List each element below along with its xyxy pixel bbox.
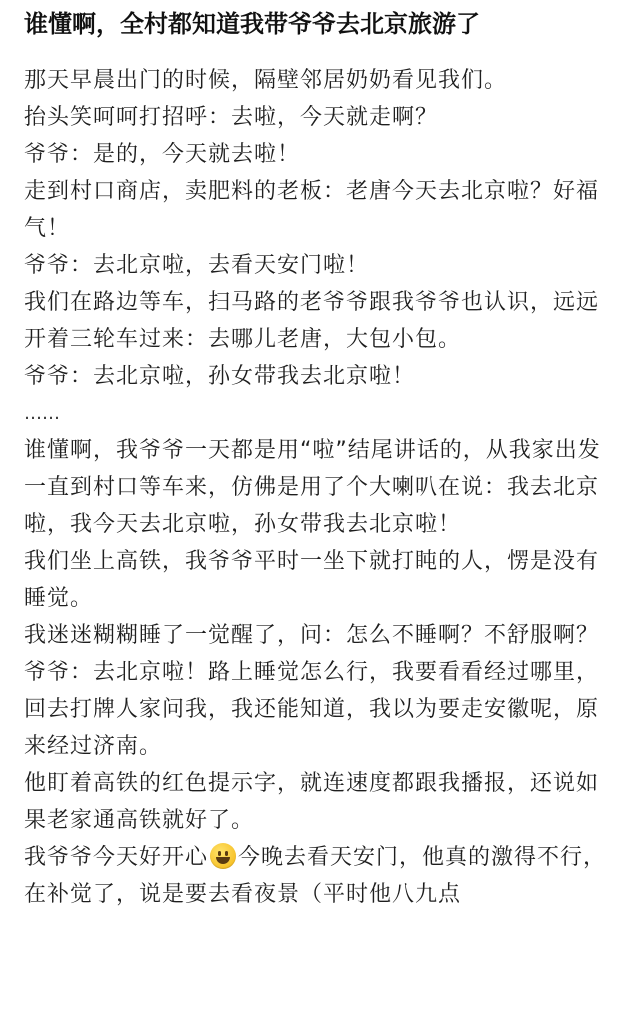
paragraph-14-end: 今晚去看天安门，他真的激得不行，在补觉了，说是要去看夜景（平时他八九点	[24, 845, 607, 907]
paragraph-3: 爷爷：是的，今天就去啦！	[24, 142, 301, 167]
paragraph-11: 我迷迷糊糊睡了一觉醒了，问：怎么不睡啊？不舒服啊？	[24, 623, 600, 648]
paragraph-14	[24, 839, 616, 913]
paragraph-14-start: 我爷爷今天好开心	[24, 845, 209, 870]
paragraph-12: 爷爷：去北京啦！路上睡觉怎么行，我要看看经过哪里，回去打牌人家问我，我还能知道，我以为要走安徽呢，原来经过济南。	[24, 660, 600, 759]
paragraph-2: 抬头笑呵呵打招呼：去啦，今天就走啊？	[24, 105, 439, 130]
paragraph-10: 我们坐上高铁，我爷爷平时一坐下就打盹的人，愣是没有睡觉。	[24, 549, 600, 611]
paragraph-5: 爷爷：去北京啦，去看天安门啦！	[24, 253, 370, 278]
paragraph-6: 我们在路边等车，扫马路的老爷爷跟我爷爷也认识，远远开着三轮车过来：去哪儿老唐，大包小包。	[24, 290, 600, 352]
post-body	[24, 62, 616, 913]
paragraph-9: 谁懂啊，我爷爷一天都是用“啦”结尾讲话的，从我家出发一直到村口等车来，仿佛是用了个大喇叭在说：我去北京啦，我今天去北京啦，孙女带我去北京啦！	[24, 438, 601, 537]
paragraph-13: 他盯着高铁的红色提示字，就连速度都跟我播报，还说如果老家通高铁就好了。	[24, 771, 600, 833]
paragraph-1: 那天早晨出门的时候，隔壁邻居奶奶看见我们。	[24, 68, 508, 93]
paragraph-7: 爷爷：去北京啦，孙女带我去北京啦！	[24, 364, 416, 389]
ellipsis-separator: ……	[24, 403, 60, 424]
grinning-face-emoji-icon	[210, 843, 236, 869]
post-title: 谁懂啊，全村都知道我带爷爷去北京旅游了	[24, 10, 480, 38]
paragraph-4: 走到村口商店，卖肥料的老板：老唐今天去北京啦？好福气！	[24, 179, 600, 241]
